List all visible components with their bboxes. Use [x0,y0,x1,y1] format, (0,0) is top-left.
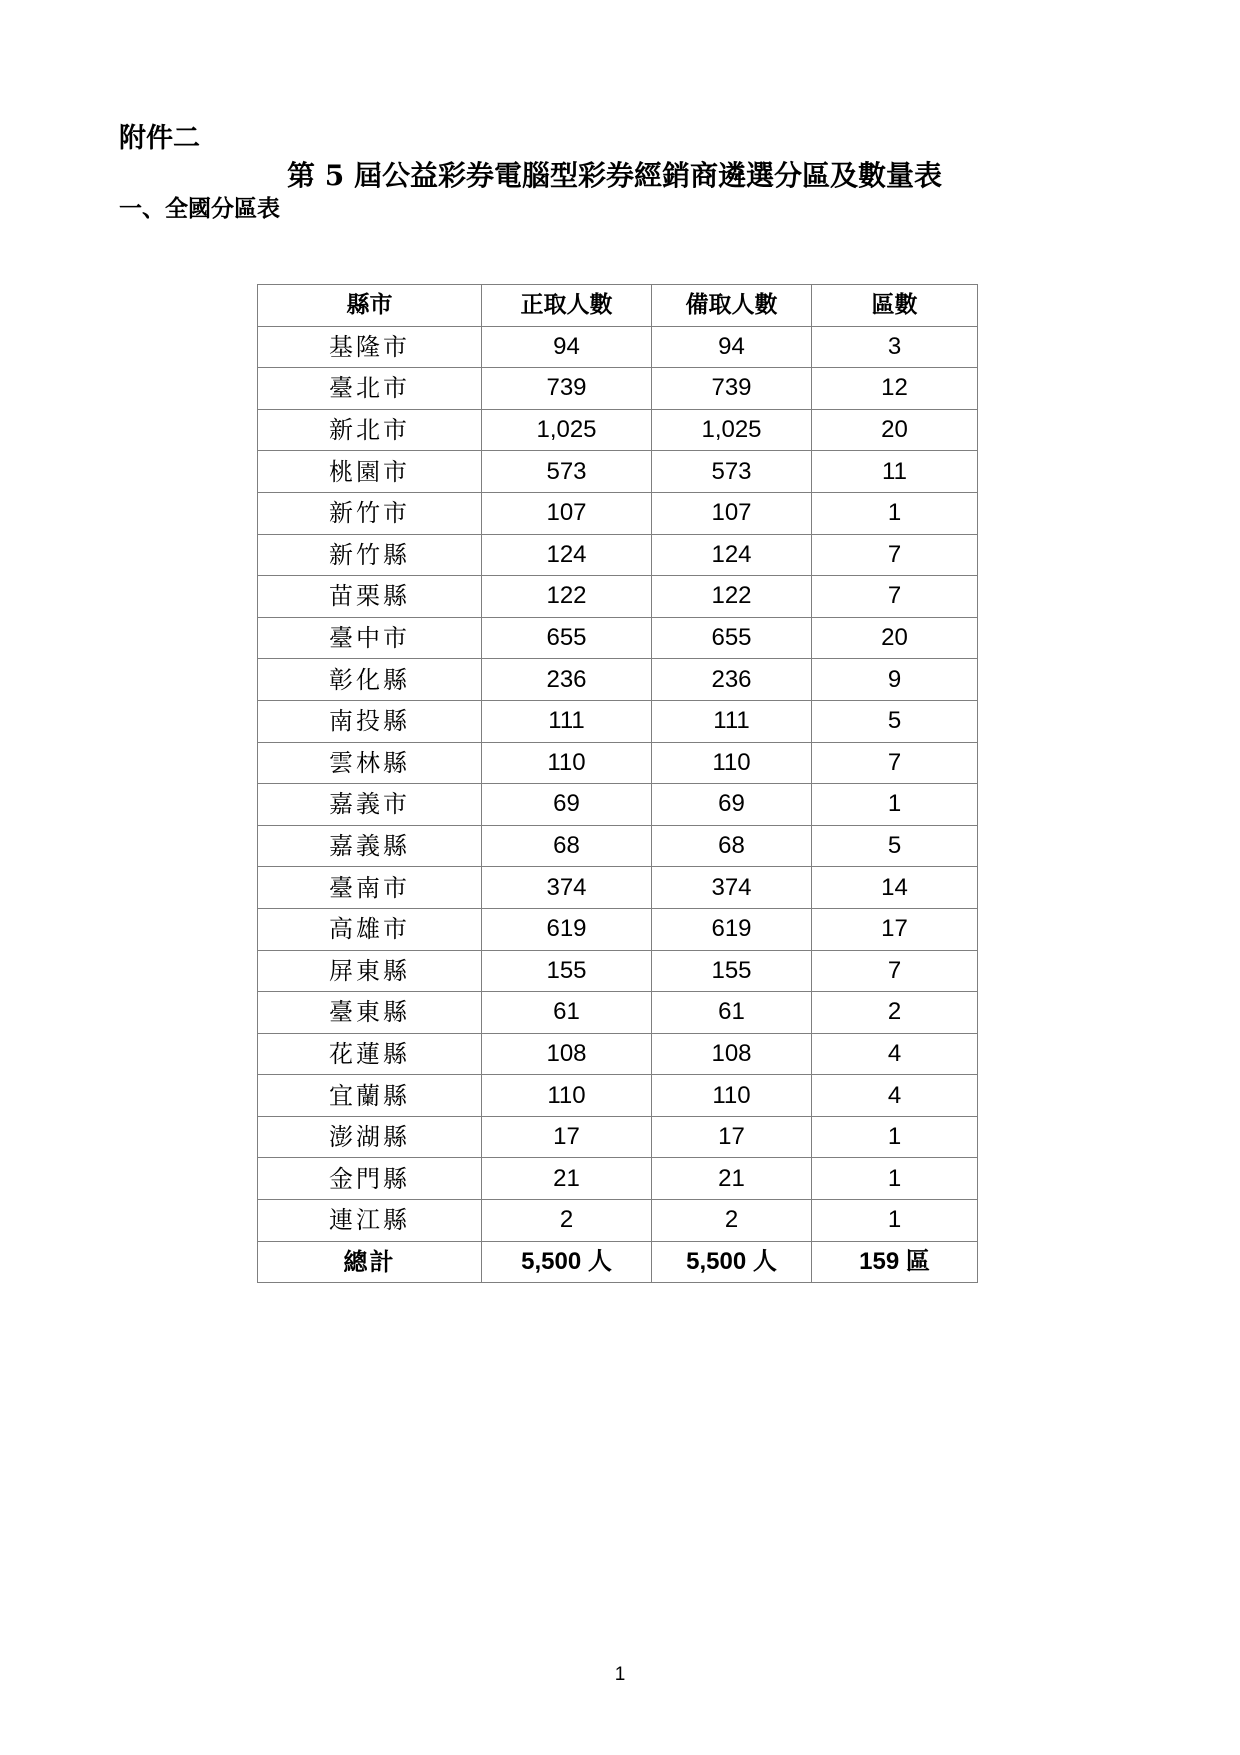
admitted-cell: 573 [482,451,652,493]
column-header-county: 縣市 [258,285,482,327]
reserve-cell: 655 [652,617,812,659]
column-header-admitted: 正取人數 [482,285,652,327]
table-row [258,492,978,534]
county-cell: 屏東縣 [258,950,482,992]
table-row [258,451,978,493]
admitted-cell: 122 [482,576,652,618]
table-row [258,784,978,826]
reserve-cell: 155 [652,950,812,992]
reserve-cell: 94 [652,326,812,368]
reserve-cell: 573 [652,451,812,493]
county-cell: 嘉義市 [258,784,482,826]
reserve-cell: 68 [652,825,812,867]
districts-cell: 12 [812,368,978,410]
table-row [258,409,978,451]
districts-cell: 1 [812,1158,978,1200]
table-row [258,576,978,618]
reserve-cell: 21 [652,1158,812,1200]
districts-cell: 20 [812,409,978,451]
admitted-cell: 739 [482,368,652,410]
county-cell: 臺中市 [258,617,482,659]
table-row [258,1200,978,1242]
total-label-cell: 總計 [258,1241,482,1283]
table-row [258,534,978,576]
county-cell: 基隆市 [258,326,482,368]
admitted-cell: 155 [482,950,652,992]
reserve-cell: 108 [652,1033,812,1075]
admitted-cell: 619 [482,908,652,950]
admitted-cell: 110 [482,742,652,784]
districts-cell: 7 [812,534,978,576]
page-number: 1 [614,1664,626,1685]
admitted-cell: 374 [482,867,652,909]
table-row [258,825,978,867]
admitted-cell: 236 [482,659,652,701]
table-row [258,742,978,784]
districts-cell: 1 [812,492,978,534]
table-row [258,326,978,368]
column-header-districts: 區數 [812,285,978,327]
county-cell: 金門縣 [258,1158,482,1200]
table-row [258,1075,978,1117]
reserve-cell: 124 [652,534,812,576]
county-cell: 宜蘭縣 [258,1075,482,1117]
districts-cell: 1 [812,784,978,826]
total-districts-cell: 159 區 [812,1241,978,1283]
county-cell: 臺北市 [258,368,482,410]
admitted-cell: 110 [482,1075,652,1117]
county-cell: 高雄市 [258,908,482,950]
table-row [258,1116,978,1158]
county-cell: 新竹縣 [258,534,482,576]
districts-cell: 1 [812,1116,978,1158]
reserve-cell: 107 [652,492,812,534]
county-cell: 澎湖縣 [258,1116,482,1158]
admitted-cell: 655 [482,617,652,659]
districts-cell: 5 [812,700,978,742]
county-cell: 苗栗縣 [258,576,482,618]
reserve-cell: 110 [652,1075,812,1117]
admitted-cell: 2 [482,1200,652,1242]
districts-cell: 7 [812,742,978,784]
admitted-cell: 124 [482,534,652,576]
districts-cell: 1 [812,1200,978,1242]
admitted-cell: 69 [482,784,652,826]
total-reserve-cell: 5,500 人 [652,1241,812,1283]
reserve-cell: 61 [652,992,812,1034]
table-header-row [258,285,978,327]
county-cell: 南投縣 [258,700,482,742]
county-cell: 嘉義縣 [258,825,482,867]
reserve-cell: 619 [652,908,812,950]
districts-cell: 5 [812,825,978,867]
county-cell: 彰化縣 [258,659,482,701]
column-header-reserve: 備取人數 [652,285,812,327]
admitted-cell: 108 [482,1033,652,1075]
districts-cell: 7 [812,576,978,618]
districts-cell: 9 [812,659,978,701]
section-heading: 一、全國分區表 [119,195,280,222]
table-row [258,950,978,992]
table-row [258,992,978,1034]
table-row [258,368,978,410]
table-row [258,867,978,909]
table-row [258,700,978,742]
table-total-row [258,1241,978,1283]
districts-cell: 20 [812,617,978,659]
table-row [258,908,978,950]
admitted-cell: 21 [482,1158,652,1200]
county-cell: 花蓮縣 [258,1033,482,1075]
districts-cell: 11 [812,451,978,493]
admitted-cell: 68 [482,825,652,867]
admitted-cell: 1,025 [482,409,652,451]
county-cell: 雲林縣 [258,742,482,784]
admitted-cell: 61 [482,992,652,1034]
county-cell: 桃園市 [258,451,482,493]
total-admitted-cell: 5,500 人 [482,1241,652,1283]
districts-cell: 2 [812,992,978,1034]
admitted-cell: 111 [482,700,652,742]
admitted-cell: 17 [482,1116,652,1158]
table-row [258,1158,978,1200]
reserve-cell: 69 [652,784,812,826]
table-row [258,659,978,701]
reserve-cell: 739 [652,368,812,410]
county-cell: 臺東縣 [258,992,482,1034]
attachment-label: 附件二 [119,123,200,154]
county-cell: 臺南市 [258,867,482,909]
reserve-cell: 17 [652,1116,812,1158]
districts-cell: 17 [812,908,978,950]
reserve-cell: 374 [652,867,812,909]
county-cell: 新竹市 [258,492,482,534]
reserve-cell: 111 [652,700,812,742]
reserve-cell: 236 [652,659,812,701]
county-cell: 新北市 [258,409,482,451]
districts-cell: 14 [812,867,978,909]
admitted-cell: 94 [482,326,652,368]
districts-cell: 7 [812,950,978,992]
reserve-cell: 122 [652,576,812,618]
districts-cell: 3 [812,326,978,368]
reserve-cell: 2 [652,1200,812,1242]
document-title: 第 5 屆公益彩券電腦型彩券經銷商遴選分區及數量表 [287,159,942,192]
table-row [258,617,978,659]
districts-cell: 4 [812,1033,978,1075]
reserve-cell: 1,025 [652,409,812,451]
allocation-table [257,284,978,1283]
table-row [258,1033,978,1075]
admitted-cell: 107 [482,492,652,534]
districts-cell: 4 [812,1075,978,1117]
reserve-cell: 110 [652,742,812,784]
county-cell: 連江縣 [258,1200,482,1242]
